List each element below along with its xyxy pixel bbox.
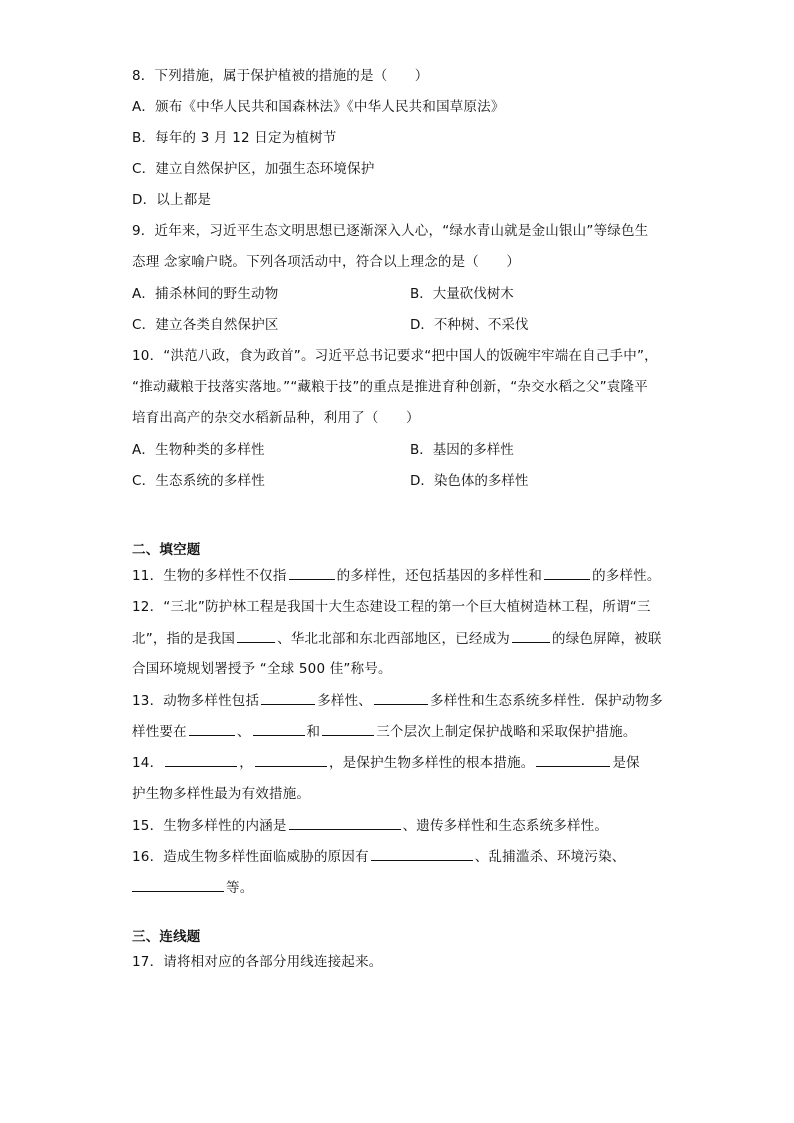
q9-option-d: D．不种树、不采伐 [410,317,529,333]
q10-stem-line1: 10．“洪范八政，食为政首”。习近平总书记要求“把中国人的饭碗牢牢端在自己手中”， [132,348,658,364]
q10-stem-line2: “推动藏粮于技落实落地。”“藏粮于技”的重点是推进育种创新，“杂交水稻之父”袁隆平 [132,379,648,395]
q12-blank-2[interactable] [512,628,550,643]
q10-stem-line3: 培育出高产的杂交水稻新品种，利用了（ ） [132,410,420,426]
q16-line2 [132,877,253,898]
q11-text-2: 的多样性，还包括基因的多样性和 [336,568,543,584]
q14-text-4: 是保 [612,755,640,771]
q16-text-3: 等。 [226,880,254,896]
q11-line [132,565,661,586]
q12-text-3: 的绿色屏障，被联 [552,631,662,647]
q13-blank-2[interactable] [374,690,428,705]
q9-stem-line2: 态理 念家喻户晓。下列各项活动中，符合以上理念的是（ ） [132,254,521,270]
q12-line2 [132,628,662,649]
q13-line2 [132,721,637,742]
q10-option-c: C．生态系统的多样性 [132,473,265,489]
q13-blank-1[interactable] [261,690,315,705]
q13-text-2: 多样性、 [317,693,372,709]
q15-text-1: 15．生物多样性的内涵是 [132,818,287,834]
q13-blank-3[interactable] [189,721,235,736]
q13-text-6: 和 [306,724,321,740]
q12-text-2: 、华北北部和东北西部地区，已经成为 [277,631,510,647]
section-title-fill-in: 二、填空题 [132,542,201,558]
q14-text-3: ，是保护生物多样性的根本措施。 [328,755,535,771]
q16-line1 [132,846,625,867]
q16-blank-2[interactable] [132,877,224,892]
q11-blank-2[interactable] [544,565,590,580]
q8-option-b: B．每年的 3 月 12 日定为植树节 [132,130,337,146]
q13-blank-5[interactable] [322,721,374,736]
q17-stem: 17．请将相对应的各部分用线连接起来。 [132,954,383,970]
q9-stem-line1: 9．近年来，习近平生态文明思想已逐渐深入人心，“绿水青山就是金山银山”等绿色生 [132,223,649,239]
q12-line3: 合国环境规划署授予 “全球 500 佳”称号。 [132,661,392,677]
q16-text-2: 、乱捕滥杀、环境污染、 [474,849,626,865]
q10-option-a: A．生物种类的多样性 [132,442,265,458]
q8-option-a: A．颁布《中华人民共和国森林法》《中华人民共和国草原法》 [132,99,505,115]
q15-text-2: 、遗传多样性和生态系统多样性。 [402,818,609,834]
q9-option-a: A．捕杀林间的野生动物 [132,286,279,302]
q16-text-1: 16．造成生物多样性面临威胁的原因有 [132,849,369,865]
q11-text-1: 11．生物的多样性不仅指 [132,568,287,584]
q14-blank-2[interactable] [255,752,327,767]
q8-stem: 8．下列措施，属于保护植被的措施的是（ ） [132,68,429,84]
q14-line2: 护生物多样性最为有效措施。 [132,786,311,802]
q14-blank-3[interactable] [536,752,610,767]
q10-option-b: B．基因的多样性 [410,442,514,458]
q14-text-2: ， [239,755,253,771]
q13-text-7: 三个层次上制定保护战略和采取保护措施。 [376,724,637,740]
q14-text-1: 14． [132,755,164,771]
section-title-matching: 三、连线题 [132,929,201,945]
q13-text-5: 、 [236,724,251,740]
q16-blank-1[interactable] [371,846,473,861]
q14-blank-1[interactable] [165,752,237,767]
q13-line1 [132,690,663,711]
q13-blank-4[interactable] [253,721,305,736]
q9-option-c: C．建立各类自然保护区 [132,317,279,333]
q9-option-b: B．大量砍伐树木 [410,286,514,302]
q8-option-d: D．以上都是 [132,192,212,208]
q12-text-1: 北”，指的是我国 [132,631,236,647]
q11-blank-1[interactable] [289,565,335,580]
q13-text-4: 样性要在 [132,724,187,740]
q12-line1: 12．“三北”防护林工程是我国十大生态建设工程的第一个巨大植树造林工程，所谓“三 [132,599,651,615]
q11-text-3: 的多样性。 [592,568,661,584]
q8-option-c: C．建立自然保护区，加强生态环境保护 [132,161,375,177]
q13-text-1: 13．动物多样性包括 [132,693,260,709]
q10-option-d: D．染色体的多样性 [410,473,529,489]
q15-line [132,815,608,836]
q12-blank-1[interactable] [237,628,275,643]
q13-text-3: 多样性和生态系统多样性．保护动物多 [430,693,663,709]
q15-blank-1[interactable] [289,815,401,830]
q14-line1 [132,752,640,773]
